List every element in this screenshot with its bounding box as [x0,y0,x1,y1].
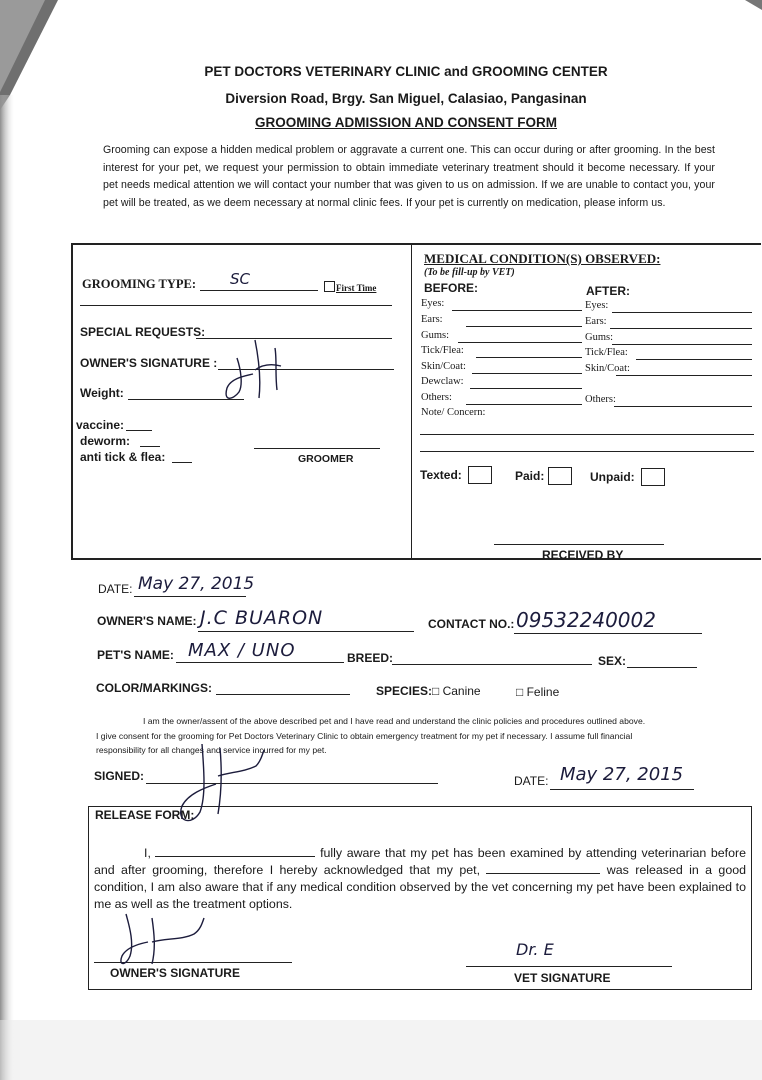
anti-tick-line[interactable] [172,462,192,463]
date-value[interactable]: May 27, 2015 [138,574,255,594]
note-line-2[interactable] [420,451,754,452]
breed-line[interactable] [392,664,592,665]
before-item-label: Tick/Flea: [421,345,464,356]
date-line[interactable] [134,596,246,597]
deworm-label: deworm: [80,434,131,448]
pet-name-line[interactable] [176,662,344,663]
sex-line[interactable] [627,667,697,668]
pet-name-value[interactable]: MAX / UNO [188,640,296,661]
before-item-label: Others: [421,392,452,403]
unpaid-label: Unpaid: [590,470,635,484]
after-item-label: Others: [585,394,616,405]
color-markings-label: COLOR/MARKINGS: [96,681,212,695]
owner-signature-label-top: OWNER'S SIGNATURE : [80,356,218,370]
special-requests-label: SPECIAL REQUESTS: [80,325,206,339]
contact-label: CONTACT NO.: [428,617,515,631]
vet-initials: Dr. E [516,940,554,959]
before-item-line[interactable] [466,404,582,405]
clinic-address: Diversion Road, Brgy. San Miguel, Calasiao, Pangasinan [225,91,587,106]
owner-signature-consent [170,740,280,830]
release-text-part1: fully aware that my pet has been examined by attending veterinarian before and after grooming, therefore I hereby acknowledged that my pet, [94,846,746,877]
owner-signature-top [215,330,295,410]
consent-line-3: responsibility for all changes and service incurred for my pet. [96,745,327,755]
grooming-type-label: GROOMING TYPE: [82,277,197,291]
before-item-line[interactable] [458,342,582,343]
release-pet-name-line[interactable] [486,862,600,874]
signed-label: SIGNED: [94,769,145,783]
before-item-label: Ears: [421,314,443,325]
before-item-line[interactable] [470,388,582,389]
intro-paragraph: Grooming can expose a hidden medical problem or aggravate a current one. This can occur during or after grooming. In the best interest for your pet, we request your permission to obtain immediate veterinary treatment should it become necessary. If your pet needs medical attention we will contact your number that was given to us on admission. If we are unable to contact you, your pet will be treated, as we deem necessary at normal clinic fees. If your pet is currently on medication, please inform us. [103,144,715,209]
groomer-line[interactable] [254,448,380,449]
first-time-label: First Time [336,283,377,293]
owner-name-label: OWNER'S NAME: [97,614,197,628]
before-item-label: Gums: [421,330,450,341]
unpaid-checkbox[interactable] [641,468,665,486]
owner-signature-release [112,912,212,976]
groomer-label: GROOMER [298,453,354,465]
clinic-name: PET DOCTORS VETERINARY CLINIC and GROOMING CENTER [204,64,608,79]
form-title: GROOMING ADMISSION AND CONSENT FORM [255,115,557,130]
anti-tick-label: anti tick & flea: [80,450,166,464]
before-item-label: Skin/Coat: [421,361,466,372]
before-item-label: Eyes: [421,298,445,309]
before-item-line[interactable] [472,373,582,374]
after-item-label: Tick/Flea: [585,347,628,358]
medical-subtitle: (To be fill-up by VET) [424,267,515,278]
before-item-label: Note/ Concern: [421,407,486,418]
after-item-label: Gums: [585,332,614,343]
note-line-1[interactable] [420,434,754,435]
grooming-type-extra-line [80,305,392,306]
release-paragraph [94,845,746,913]
after-item-line[interactable] [610,328,752,329]
pet-name-label: PET'S NAME: [97,648,174,662]
deworm-line[interactable] [140,446,160,447]
date-label: DATE: [98,582,133,596]
after-item-label: Ears: [585,316,607,327]
medical-title: MEDICAL CONDITION(S) OBSERVED: [424,251,661,266]
owner-name-line[interactable] [198,631,414,632]
texted-checkbox[interactable] [468,466,492,484]
vaccine-label: vaccine: [76,418,125,432]
consent-date-line[interactable] [550,789,694,790]
after-item-line[interactable] [614,406,752,407]
consent-line-1: I am the owner/assent of the above described pet and I have read and understand the clinic policies and procedures outlined above. [143,716,646,726]
grooming-type-line [200,290,318,291]
after-item-line[interactable] [616,375,752,376]
before-item-label: Dewclaw: [421,376,464,387]
canine-option[interactable]: □ Canine [432,684,481,698]
after-item-label: Skin/Coat: [585,363,630,374]
after-item-line[interactable] [636,359,752,360]
after-item-line[interactable] [612,344,752,345]
texted-label: Texted: [420,468,462,482]
received-by-label: RECEIVED BY [542,548,624,562]
after-item-line[interactable] [612,312,752,313]
color-markings-line[interactable] [216,694,350,695]
received-by-line[interactable] [494,544,664,545]
release-title: RELEASE FORM: [95,808,195,822]
vet-signature-label: VET SIGNATURE [514,971,611,985]
owner-name-value[interactable]: J.C BUARON [200,607,324,629]
vaccine-line[interactable] [126,430,152,431]
grooming-type-value[interactable]: SC [230,270,250,288]
weight-label: Weight: [80,386,124,400]
consent-line-2: I give consent for the grooming for Pet Doctors Veterinary Clinic to obtain emergency treatment for my pet if necessary. I assume full financial [96,731,633,741]
feline-option[interactable]: □ Feline [516,685,560,699]
release-owner-name-line[interactable] [155,845,315,857]
contact-value[interactable]: 09532240002 [516,608,656,632]
before-item-line[interactable] [466,326,582,327]
after-item-label: Eyes: [585,300,609,311]
before-item-line[interactable] [452,310,582,311]
first-time-checkbox[interactable] [324,281,335,292]
breed-label: BREED: [347,651,394,665]
paid-checkbox[interactable] [548,467,572,485]
vet-signature-line[interactable] [466,966,672,967]
before-label: BEFORE: [424,281,478,295]
after-label: AFTER: [586,284,630,298]
paid-label: Paid: [515,469,545,483]
release-i-label: I, [144,846,151,860]
species-label: SPECIES: [376,684,433,698]
contact-line[interactable] [514,633,702,634]
consent-date-value[interactable]: May 27, 2015 [560,764,684,785]
sex-label: SEX: [598,654,627,668]
consent-date-label: DATE: [514,774,549,788]
box-divider [411,243,412,558]
before-item-line[interactable] [476,357,582,358]
release-text-part2: was released in a good condition, I am also aware that if any medical condition observed by the vet concerning my pet have been explained to me as well as the treatment options. [94,863,746,911]
release-owner-signature-label: OWNER'S SIGNATURE [110,966,240,980]
